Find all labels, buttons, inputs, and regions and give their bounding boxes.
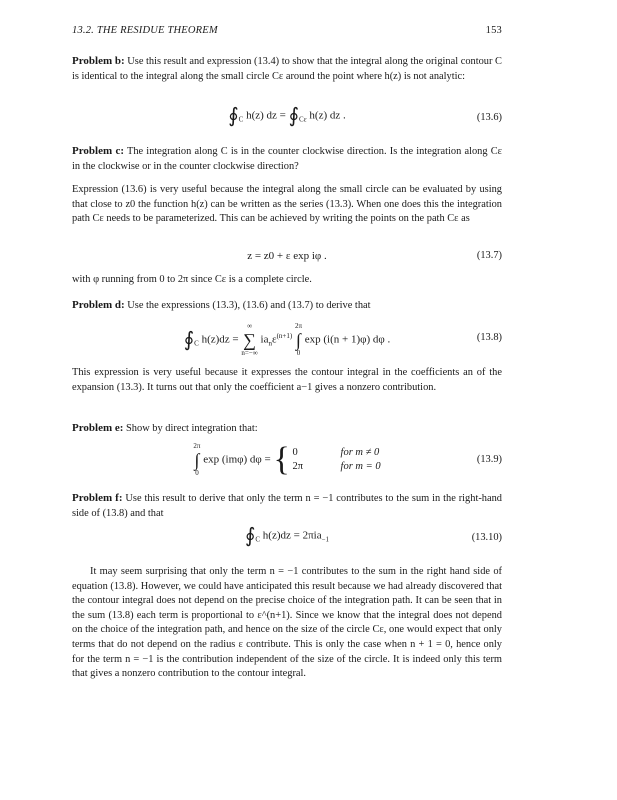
section-title: 13.2. THE RESIDUE THEOREM bbox=[72, 25, 218, 36]
int-lower-limit: 0 bbox=[296, 349, 301, 357]
eq-13-9-upper: 2π bbox=[193, 442, 201, 450]
problem-d bbox=[72, 298, 502, 314]
equation-13-6 bbox=[72, 106, 502, 136]
eq-13-9-integrand: exp (imφ) dφ = bbox=[203, 453, 271, 466]
contour-integral-symbol: ∮ bbox=[183, 329, 195, 351]
eq-13-8-lhs: h(z)dz = bbox=[201, 333, 239, 346]
eq-13-8-number: (13.8) bbox=[476, 332, 502, 343]
problem-e-label: Problem e: bbox=[72, 422, 124, 434]
equation-13-10 bbox=[72, 526, 502, 556]
eq-13-6-lhs: h(z) dz = bbox=[246, 109, 286, 122]
eq-13-8-exp: (n+1) bbox=[276, 331, 293, 340]
equation-13-8: $∮_C$ h(z)dz = ∞ ∑ n=−∞ $ia_n\varepsilon^{(n+1)}$ 2π ∫ 0 exp (i(n + 1)φ) dφ . (13.8) bbox=[183, 322, 502, 357]
eq-13-6-lhs-sub: C bbox=[238, 115, 244, 124]
paragraph-1: Expression (13.6) is very useful because the integral along the small circle can be evaluated by using that close to z0 the function h(z) can be written as the series (13.3). When one does this the integration path Cε needs to be parameterized. This can be achieved by writing the points on the path Cε as bbox=[72, 184, 502, 225]
eq-13-10-lhs: h(z)dz = 2πia bbox=[262, 529, 322, 542]
paragraph-4: It may seem surprising that only the term n = −1 contributes to the sum in the right hand side of equation (13.8). However, we could have anticipated this result because we had already discovered that the contour integral does not depend on the precise choice of the integration path. It can be seen that in the sum (13.8) each term is proportional to ε^(n+1). Since we know that the integral does not depend on the choice of the integration path, and hence on the size of the circle Cε, one would expect that only terms that do not depend on the radius ε contribute. This is only the case when n + 1 = 0, hence only for the term n = −1 is the contribution independent of the size of the circle. It is indeed only this term that gives a nonzero contribution to the contour integral. bbox=[72, 566, 502, 680]
problem-e-text: Show by direct integration that: bbox=[126, 423, 258, 434]
problem-b-label: Problem b: bbox=[72, 55, 125, 67]
case-2-value: 2π bbox=[292, 461, 304, 472]
contour-integral-symbol: ∮ bbox=[288, 105, 300, 127]
eq-13-6-number: (13.6) bbox=[476, 112, 502, 123]
eq-13-9-number: (13.9) bbox=[476, 454, 502, 465]
case-1-value: 0 bbox=[292, 447, 298, 458]
problem-e bbox=[72, 421, 502, 437]
paragraph-3: This expression is very useful because it expresses the contour integral in the coefficients an of the expansion (13.3). It turns out that only the coefficient a−1 gives a nonzero contribution. bbox=[72, 367, 502, 393]
eq-13-10-lhs-sub: C bbox=[255, 535, 261, 544]
eq-13-6-rhs: h(z) dz . bbox=[309, 109, 346, 122]
cases bbox=[293, 446, 381, 474]
problem-d-text: Use the expressions (13.3), (13.6) and (13.7) to derive that bbox=[127, 300, 371, 311]
problem-f-label: Problem f: bbox=[72, 492, 123, 504]
problem-d-label: Problem d: bbox=[72, 299, 125, 311]
eq-13-10-number: (13.10) bbox=[471, 532, 502, 543]
left-brace: { bbox=[273, 441, 290, 478]
eq-13-10-sub: −1 bbox=[321, 535, 330, 544]
eq-13-8-integrand: exp (i(n + 1)φ) dφ . bbox=[304, 333, 391, 346]
sum-upper-limit: ∞ bbox=[247, 322, 253, 330]
case-1-cond: for m ≠ 0 bbox=[340, 447, 380, 458]
problem-b bbox=[72, 54, 502, 84]
problem-c bbox=[72, 144, 502, 174]
running-header bbox=[72, 25, 502, 36]
int-upper-limit: 2π bbox=[294, 322, 303, 330]
problem-f bbox=[72, 491, 502, 521]
case-2-cond: for m = 0 bbox=[340, 461, 381, 472]
problem-f-text: Use this result to derive that only the term n = −1 contributes to the sum in the right-hand side of (13.8) and that bbox=[72, 493, 502, 519]
contour-integral-symbol: ∮ bbox=[228, 105, 239, 127]
contour-integral-symbol: ∮ bbox=[244, 525, 256, 547]
eq-13-6-rhs-sub: Cε bbox=[299, 115, 307, 124]
summation-symbol: ∞ ∑ n=−∞ bbox=[241, 322, 258, 357]
sum-lower-limit: n=−∞ bbox=[241, 349, 258, 357]
eq-13-9-lower: 0 bbox=[195, 469, 199, 477]
integral-symbol: 2π ∫ 0 bbox=[294, 322, 303, 357]
equation-13-9 bbox=[72, 442, 502, 486]
integral-symbol: 2π ∫ 0 bbox=[193, 442, 201, 477]
eq-13-7-number: (13.7) bbox=[476, 250, 502, 261]
paragraph-2: with φ running from 0 to 2π since Cε is a complete circle. bbox=[72, 274, 312, 285]
problem-c-label: Problem c: bbox=[72, 145, 124, 157]
eq-13-7-text: z = z0 + ε exp iφ . bbox=[247, 250, 327, 262]
problem-c-text: The integration along C is in the counter clockwise direction. Is the integration along Cε in the clockwise or in the counter clockwise direction? bbox=[72, 146, 503, 172]
problem-b-text: Use this result and expression (13.4) to show that the integral along the original contour C is identical to the integral along the small circle Cε around the point where h(z) is not analytic: bbox=[72, 56, 502, 82]
eq-13-8-term: ia bbox=[260, 333, 269, 346]
page-number: 153 bbox=[485, 25, 502, 36]
